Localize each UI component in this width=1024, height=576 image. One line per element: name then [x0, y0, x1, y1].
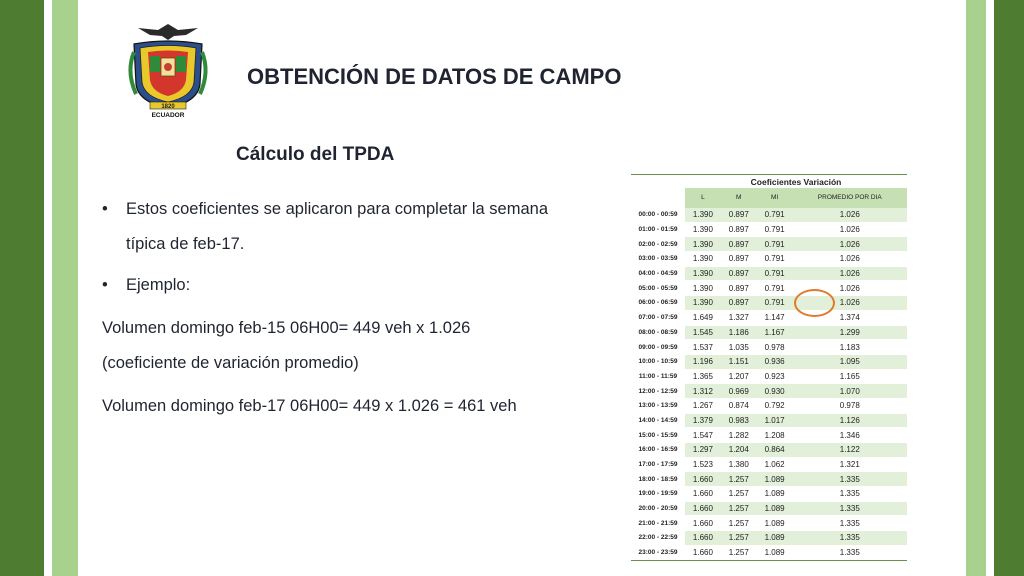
- time-range-cell: 04:00 - 04:59: [631, 266, 685, 281]
- column-header: M: [721, 188, 757, 208]
- table-row: [631, 413, 907, 428]
- value-cell: 1.660: [685, 501, 721, 516]
- value-cell: 1.026: [793, 208, 907, 222]
- value-cell: 0.791: [757, 296, 793, 311]
- table-row: [631, 369, 907, 384]
- value-cell: 0.978: [757, 340, 793, 355]
- time-range-cell: 14:00 - 14:59: [631, 413, 685, 428]
- time-range-cell: 16:00 - 16:59: [631, 443, 685, 458]
- value-cell: 1.390: [685, 266, 721, 281]
- value-cell: 1.026: [793, 222, 907, 237]
- crest-label: ECUADOR: [151, 112, 185, 119]
- column-header: PROMEDIO POR DIA: [793, 188, 907, 208]
- time-range-cell: 06:00 - 06:59: [631, 296, 685, 311]
- value-cell: 1.312: [685, 384, 721, 399]
- value-cell: 1.297: [685, 443, 721, 458]
- value-cell: 0.874: [721, 398, 757, 413]
- value-cell: 1.147: [757, 310, 793, 325]
- value-cell: 1.365: [685, 369, 721, 384]
- value-cell: 1.070: [793, 384, 907, 399]
- value-cell: 1.335: [793, 531, 907, 546]
- table-row: [631, 384, 907, 399]
- table-row: [631, 545, 907, 560]
- value-cell: 1.390: [685, 237, 721, 252]
- time-range-cell: 22:00 - 22:59: [631, 531, 685, 546]
- slide-title: OBTENCIÓN DE DATOS DE CAMPO: [247, 64, 622, 89]
- table-row: [631, 531, 907, 546]
- value-cell: 1.151: [721, 354, 757, 369]
- value-cell: 0.978: [793, 398, 907, 413]
- bullet-dot-icon: •: [102, 200, 108, 218]
- value-cell: 1.299: [793, 325, 907, 340]
- bullet-dot-icon: •: [102, 276, 108, 294]
- column-header: L: [685, 188, 721, 208]
- time-range-cell: 11:00 - 11:59: [631, 369, 685, 384]
- value-cell: 1.327: [721, 310, 757, 325]
- time-range-cell: 07:00 - 07:59: [631, 310, 685, 325]
- value-cell: 0.791: [757, 208, 793, 222]
- value-cell: 1.390: [685, 296, 721, 311]
- value-cell: 1.335: [793, 545, 907, 560]
- value-cell: 0.983: [721, 413, 757, 428]
- value-cell: 1.390: [685, 222, 721, 237]
- value-cell: 1.089: [757, 531, 793, 546]
- table-row: [631, 266, 907, 281]
- value-cell: 1.062: [757, 457, 793, 472]
- value-cell: 1.321: [793, 457, 907, 472]
- value-cell: 0.897: [721, 266, 757, 281]
- value-cell: 1.089: [757, 501, 793, 516]
- value-text: 1.026: [839, 298, 860, 308]
- time-range-cell: 18:00 - 18:59: [631, 472, 685, 487]
- table-row: [631, 457, 907, 472]
- table-row: [631, 222, 907, 237]
- value-cell: 0.791: [757, 222, 793, 237]
- table-caption: Coeficientes Variación: [685, 175, 907, 189]
- value-cell: 0.897: [721, 237, 757, 252]
- value-cell: 1.545: [685, 325, 721, 340]
- table-row: [631, 487, 907, 502]
- table-row: [631, 310, 907, 325]
- bullet-text: Ejemplo:: [126, 276, 191, 294]
- slide-body: [102, 192, 548, 424]
- value-cell: 1.282: [721, 428, 757, 443]
- bullet-item: [102, 268, 548, 303]
- table-row: [631, 208, 907, 222]
- value-cell: 0.791: [757, 281, 793, 296]
- value-cell: 1.186: [721, 325, 757, 340]
- value-cell: 1.649: [685, 310, 721, 325]
- value-cell: 1.379: [685, 413, 721, 428]
- value-cell: 1.537: [685, 340, 721, 355]
- value-cell: 1.204: [721, 443, 757, 458]
- table-row: [631, 501, 907, 516]
- value-cell: 1.257: [721, 516, 757, 531]
- table-row: [631, 398, 907, 413]
- right-light-green-bar: [966, 0, 986, 576]
- value-cell: 1.660: [685, 472, 721, 487]
- value-cell: 1.095: [793, 354, 907, 369]
- table-row: [631, 325, 907, 340]
- value-cell: 1.026: [793, 266, 907, 281]
- bullet-text: Estos coeficientes se aplicaron para completar la semana típica de feb-17.: [126, 200, 548, 253]
- value-cell: 1.380: [721, 457, 757, 472]
- time-range-cell: 03:00 - 03:59: [631, 252, 685, 267]
- value-cell: 1.547: [685, 428, 721, 443]
- value-cell: 0.930: [757, 384, 793, 399]
- value-cell: 1.183: [793, 340, 907, 355]
- paragraph: Volumen domingo feb-17 06H00= 449 x 1.026 = 461 veh: [102, 397, 517, 415]
- table-row: [631, 516, 907, 531]
- value-cell: 0.864: [757, 443, 793, 458]
- value-cell: 0.791: [757, 252, 793, 267]
- value-cell: 0.792: [757, 398, 793, 413]
- value-cell: 1.335: [793, 516, 907, 531]
- time-range-cell: 02:00 - 02:59: [631, 237, 685, 252]
- table-row: [631, 252, 907, 267]
- value-cell: 0.897: [721, 296, 757, 311]
- value-cell: 1.126: [793, 413, 907, 428]
- ecuador-crest-logo: [120, 22, 216, 120]
- time-range-cell: 08:00 - 08:59: [631, 325, 685, 340]
- time-range-cell: 01:00 - 01:59: [631, 222, 685, 237]
- value-cell: 1.089: [757, 545, 793, 560]
- time-range-cell: 17:00 - 17:59: [631, 457, 685, 472]
- value-cell: 0.897: [721, 281, 757, 296]
- table-row: [631, 237, 907, 252]
- value-cell: 1.335: [793, 487, 907, 502]
- table-row: [631, 281, 907, 296]
- value-cell: 1.267: [685, 398, 721, 413]
- column-header: MI: [757, 188, 793, 208]
- value-cell: 1.257: [721, 487, 757, 502]
- value-cell: 1.335: [793, 501, 907, 516]
- time-range-cell: 13:00 - 13:59: [631, 398, 685, 413]
- value-cell: 1.026: [793, 281, 907, 296]
- value-cell: 1.196: [685, 354, 721, 369]
- right-dark-green-bar: [994, 0, 1024, 576]
- table-row: [631, 354, 907, 369]
- value-cell: 1.167: [757, 325, 793, 340]
- value-cell: 1.660: [685, 487, 721, 502]
- value-cell: 1.257: [721, 545, 757, 560]
- value-cell: 0.897: [721, 252, 757, 267]
- value-cell: 1.017: [757, 413, 793, 428]
- value-cell: 0.969: [721, 384, 757, 399]
- value-cell: [793, 296, 907, 311]
- slide-subtitle: Cálculo del TPDA: [236, 144, 395, 165]
- value-cell: 0.897: [721, 208, 757, 222]
- value-cell: 1.257: [721, 531, 757, 546]
- table-row: [631, 443, 907, 458]
- paragraph: Volumen domingo feb-15 06H00= 449 veh x 1.026: [102, 319, 471, 337]
- value-cell: 1.390: [685, 281, 721, 296]
- time-range-cell: 21:00 - 21:59: [631, 516, 685, 531]
- value-cell: 1.122: [793, 443, 907, 458]
- table-row: [631, 296, 907, 311]
- left-dark-green-bar: [0, 0, 44, 576]
- bullet-item: [102, 192, 548, 262]
- time-range-cell: 19:00 - 19:59: [631, 487, 685, 502]
- value-cell: 1.335: [793, 472, 907, 487]
- table-row: [631, 472, 907, 487]
- value-cell: 1.257: [721, 501, 757, 516]
- value-cell: 1.089: [757, 487, 793, 502]
- value-cell: 1.089: [757, 472, 793, 487]
- value-cell: 1.346: [793, 428, 907, 443]
- value-cell: 1.089: [757, 516, 793, 531]
- time-range-cell: 00:00 - 00:59: [631, 208, 685, 222]
- value-cell: 1.390: [685, 208, 721, 222]
- time-range-cell: 23:00 - 23:59: [631, 545, 685, 560]
- value-cell: 1.374: [793, 310, 907, 325]
- value-cell: 1.165: [793, 369, 907, 384]
- highlight-circle-icon: [794, 289, 835, 317]
- paragraph: (coeficiente de variación promedio): [102, 354, 359, 372]
- table-row: [631, 428, 907, 443]
- table-row: [631, 340, 907, 355]
- time-range-cell: 09:00 - 09:59: [631, 340, 685, 355]
- value-cell: 1.035: [721, 340, 757, 355]
- time-range-cell: 20:00 - 20:59: [631, 501, 685, 516]
- value-cell: 1.026: [793, 252, 907, 267]
- value-cell: 1.207: [721, 369, 757, 384]
- crest-year: 1820: [161, 104, 175, 110]
- value-cell: 1.026: [793, 237, 907, 252]
- time-range-cell: 12:00 - 12:59: [631, 384, 685, 399]
- time-range-cell: 10:00 - 10:59: [631, 354, 685, 369]
- value-cell: 0.791: [757, 266, 793, 281]
- value-cell: 1.660: [685, 531, 721, 546]
- time-range-cell: 15:00 - 15:59: [631, 428, 685, 443]
- value-cell: 1.257: [721, 472, 757, 487]
- value-cell: 0.936: [757, 354, 793, 369]
- time-range-cell: 05:00 - 05:59: [631, 281, 685, 296]
- left-light-green-bar: [52, 0, 78, 576]
- value-cell: 1.390: [685, 252, 721, 267]
- coefficients-table: [631, 174, 907, 561]
- value-cell: 1.208: [757, 428, 793, 443]
- value-cell: 0.923: [757, 369, 793, 384]
- value-cell: 0.791: [757, 237, 793, 252]
- value-cell: 0.897: [721, 222, 757, 237]
- value-cell: 1.660: [685, 545, 721, 560]
- value-cell: 1.660: [685, 516, 721, 531]
- value-cell: 1.523: [685, 457, 721, 472]
